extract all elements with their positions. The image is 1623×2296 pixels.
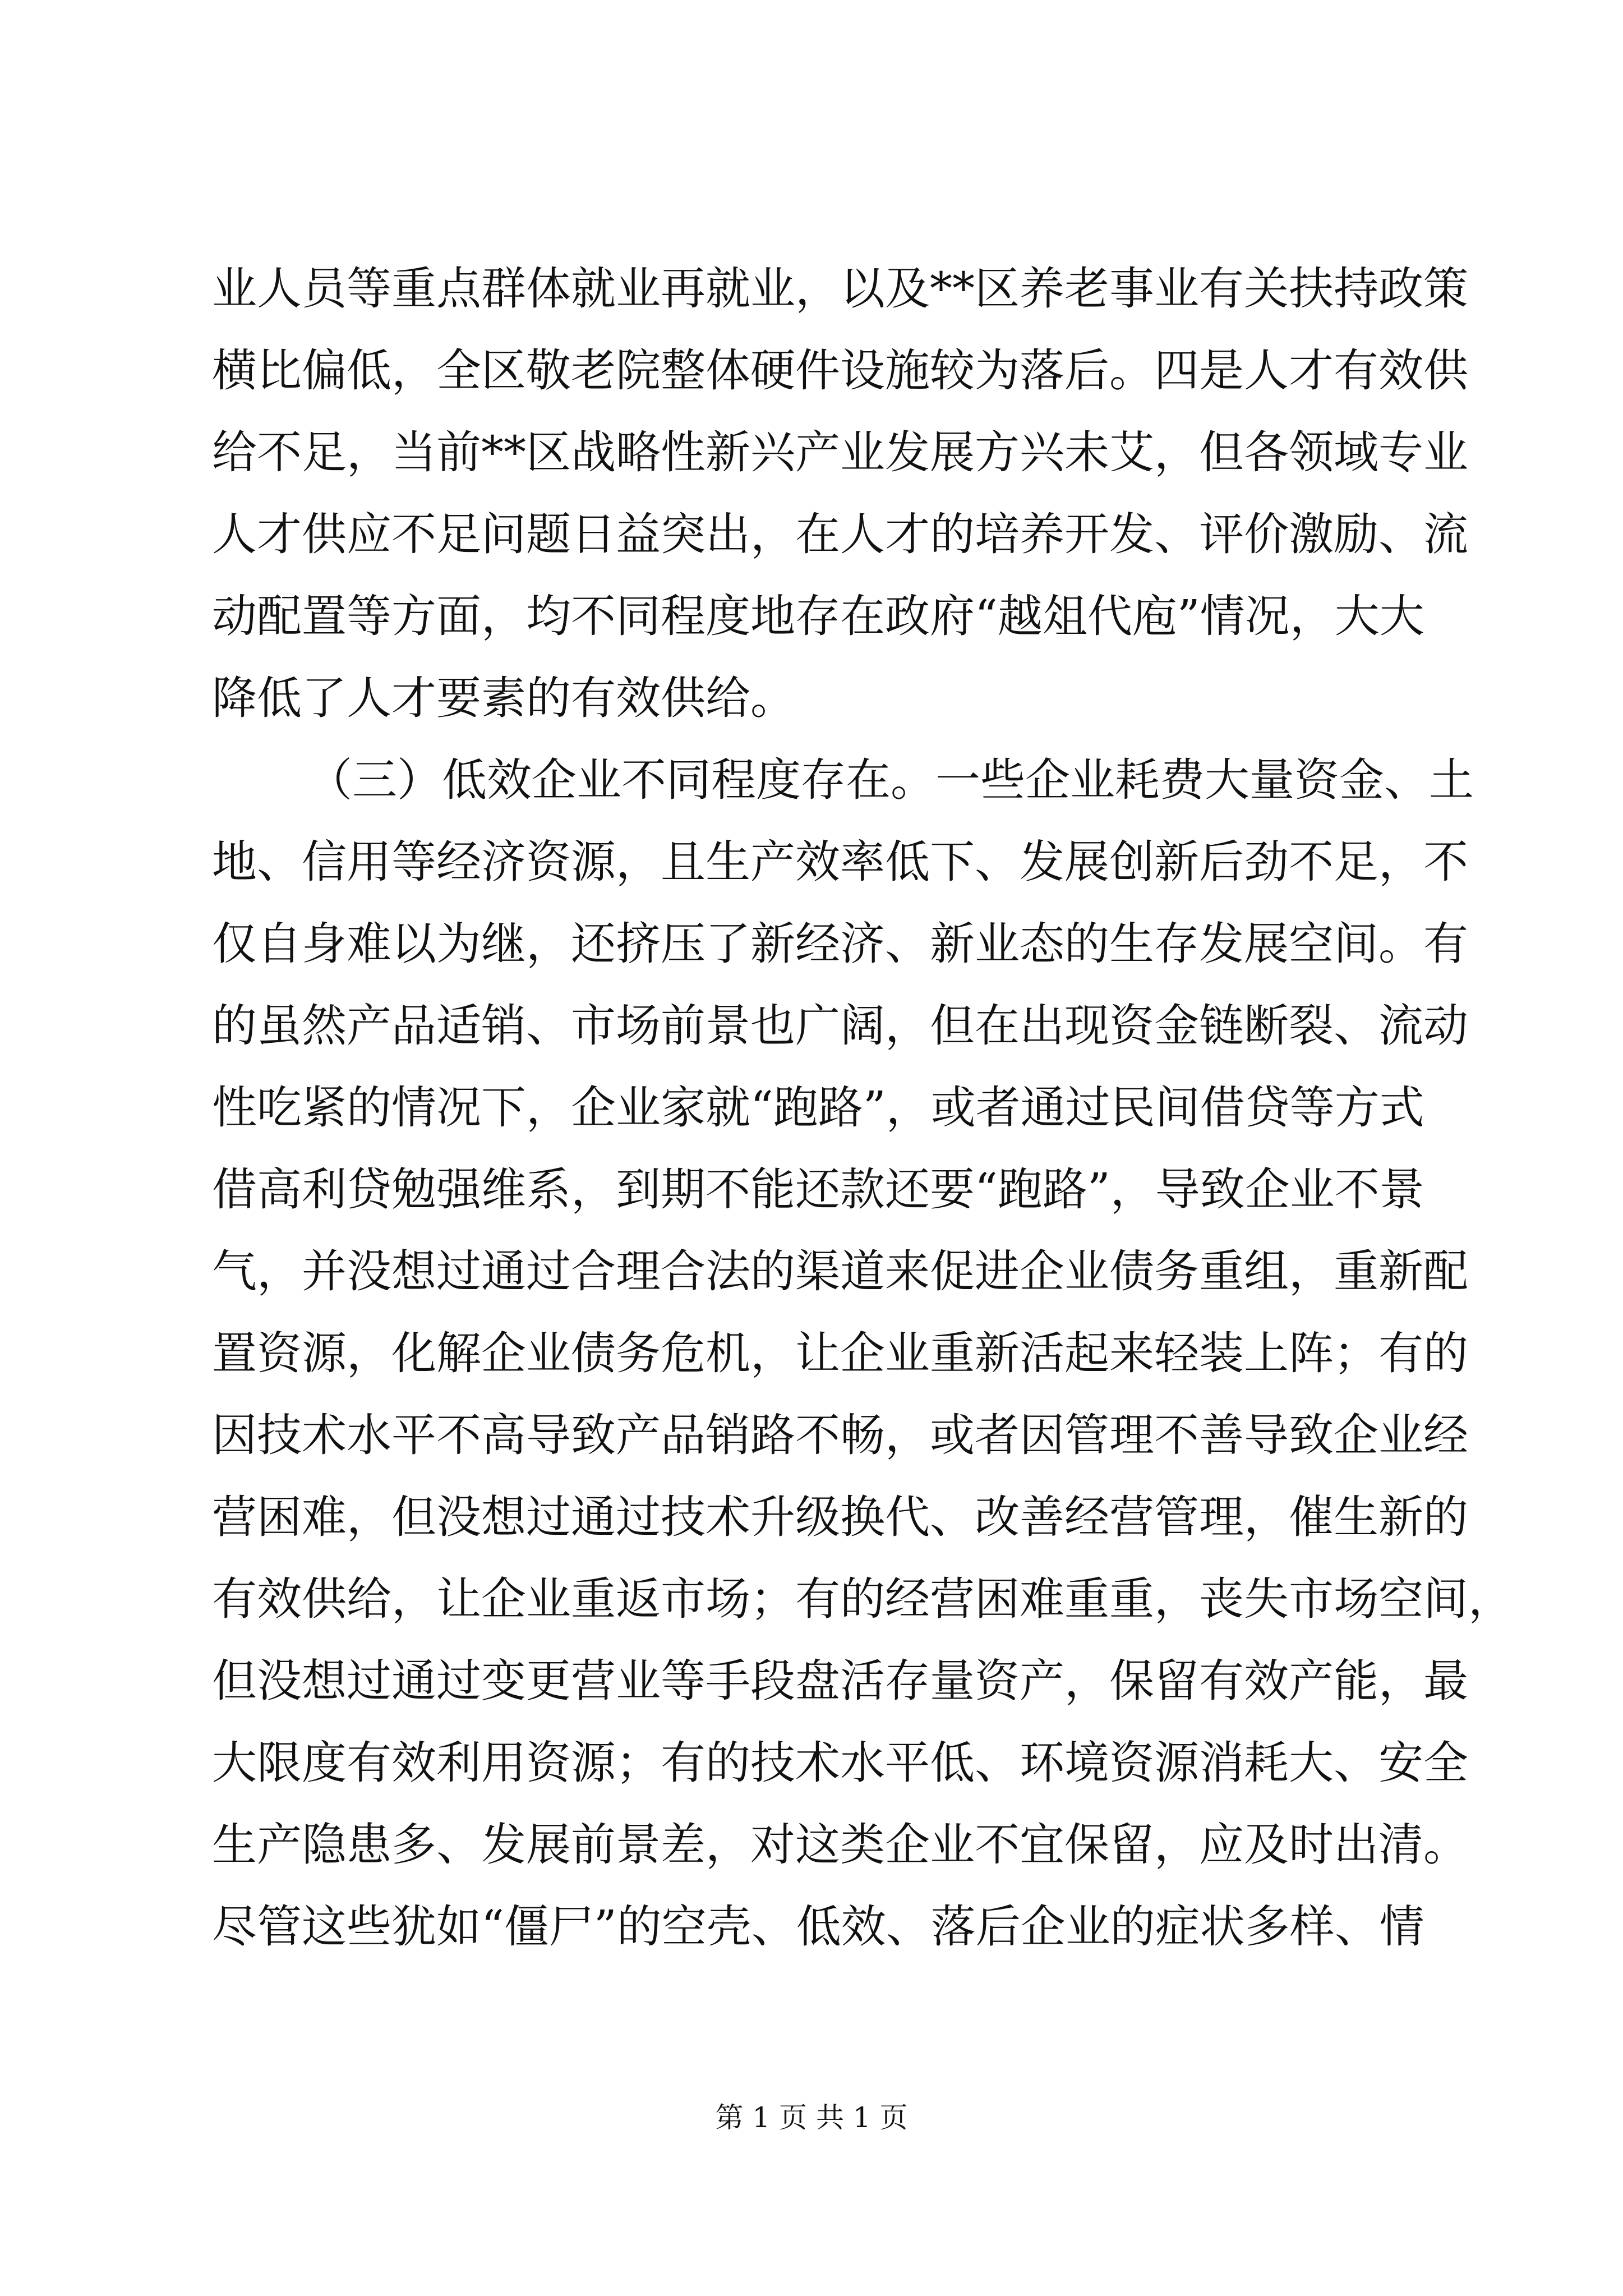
paragraph-line: 有效供给，让企业重返市场；有的经营困难重重，丧失市场空间， [212,1573,1513,1625]
paragraph-line: 的虽然产品适销、市场前景也广阔，但在出现资金链断裂、流动 [212,1000,1468,1052]
page-footer: 第 1 页 共 1 页 [715,2101,908,2134]
paragraph-line: 动配置等方面，均不同程度地存在政府“越俎代庖”情况，大大 [212,590,1424,642]
paragraph-line: 仅自身难以为继，还挤压了新经济、新业态的生存发展空间。有 [212,918,1468,970]
paragraph-line: 业人员等重点群体就业再就业，以及**区养老事业有关扶持政策 [212,263,1468,315]
paragraph-line: 给不足，当前**区战略性新兴产业发展方兴未艾，但各领域专业 [212,426,1468,478]
paragraph-line: 因技术水平不高导致产品销路不畅，或者因管理不善导致企业经 [212,1409,1468,1461]
paragraph-line: 气，并没想过通过合理合法的渠道来促进企业债务重组，重新配 [212,1245,1468,1297]
section-heading-line: （三）低效企业不同程度存在。一些企业耗费大量资金、土 [307,754,1474,806]
paragraph-line: 地、信用等经济资源，且生产效率低下、发展创新后劲不足，不 [212,836,1468,888]
paragraph-line: 性吃紧的情况下，企业家就“跑路”，或者通过民间借贷等方式 [212,1082,1424,1134]
paragraph-line: 但没想过通过变更营业等手段盘活存量资产，保留有效产能，最 [212,1655,1468,1707]
paragraph-line: 大限度有效利用资源；有的技术水平低、环境资源消耗大、安全 [212,1737,1468,1789]
paragraph-line: 营困难，但没想过通过技术升级换代、改善经营管理，催生新的 [212,1491,1468,1543]
paragraph-line: 生产隐患多、发展前景差，对这类企业不宜保留，应及时出清。 [212,1819,1468,1871]
paragraph-line: 人才供应不足问题日益突出，在人才的培养开发、评价激励、流 [212,508,1468,560]
paragraph-line: 尽管这些犹如“僵尸”的空壳、低效、落后企业的症状多样、情 [212,1901,1424,1953]
paragraph-line: 借高利贷勉强维系，到期不能还款还要“跑路”，导致企业不景 [212,1163,1424,1216]
paragraph-line: 置资源，化解企业债务危机，让企业重新活起来轻装上阵；有的 [212,1327,1468,1379]
paragraph-line: 横比偏低，全区敬老院整体硬件设施较为落后。四是人才有效供 [212,344,1468,397]
paragraph-line: 降低了人才要素的有效供给。 [212,672,795,724]
